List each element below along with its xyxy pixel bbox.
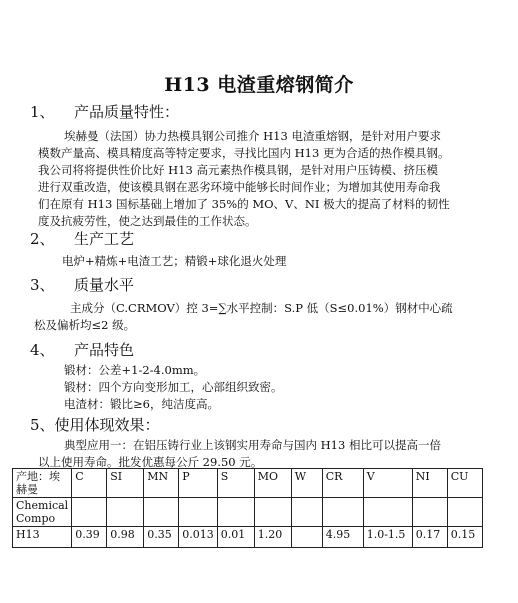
table-cell: C bbox=[72, 469, 107, 498]
section-title: 质量水平 bbox=[74, 276, 135, 294]
table-cell bbox=[322, 498, 363, 527]
section-number: 1、 bbox=[30, 103, 55, 121]
table-cell: 0.01 bbox=[217, 527, 254, 548]
table-cell bbox=[363, 498, 412, 527]
section-number: 2、 bbox=[30, 230, 55, 248]
table-cell: CU bbox=[447, 469, 482, 498]
section-title: 产品质量特性： bbox=[74, 103, 180, 121]
table-cell: MO bbox=[254, 469, 291, 498]
table-cell bbox=[144, 498, 179, 527]
table-cell: 0.35 bbox=[144, 527, 179, 548]
section-4-heading bbox=[30, 339, 134, 360]
section-5-heading bbox=[30, 414, 160, 435]
paragraph-line: 度及抗疲劳性，使之达到最佳的工作状态。 bbox=[38, 214, 257, 228]
paragraph-line: 模数产量高、模具精度高等特定要求，寻找比国内 H13 更为合适的热作模具钢。 bbox=[38, 146, 450, 160]
table-cell: S bbox=[217, 469, 254, 498]
paragraph-line: 锻材：公差+1-2-4.0mm。 bbox=[64, 363, 206, 377]
table-cell: 0.15 bbox=[447, 527, 482, 548]
paragraph-line: 电渣材：锻比≥6，纯洁度高。 bbox=[64, 397, 219, 411]
paragraph-line: 们在原有 H13 国标基础上增加了 35%的 MO、V、NI 极大的提高了材料的韧性 bbox=[38, 197, 450, 211]
table-cell bbox=[107, 498, 144, 527]
table-cell: Chemical Compo bbox=[13, 498, 72, 527]
section-number: 4、 bbox=[30, 341, 55, 359]
table-cell: 0.013 bbox=[179, 527, 218, 548]
table-cell bbox=[291, 527, 322, 548]
section-title: 产品特色 bbox=[74, 341, 135, 359]
table-cell: 0.98 bbox=[107, 527, 144, 548]
section-2-body bbox=[62, 253, 286, 270]
table-cell: 0.17 bbox=[412, 527, 447, 548]
table-cell bbox=[254, 498, 291, 527]
table-row bbox=[13, 498, 483, 527]
section-title: 生产工艺 bbox=[74, 230, 135, 248]
section-1-body bbox=[38, 128, 450, 230]
section-number: 3、 bbox=[30, 276, 55, 294]
table-cell: 0.39 bbox=[72, 527, 107, 548]
section-3-body bbox=[34, 300, 453, 334]
paragraph-line: 主成分（C.CRMOV）控 3=∑水平控制：S.P 低（S≤0.01%）钢材中心疏 bbox=[70, 301, 453, 315]
table-header-row bbox=[13, 469, 483, 498]
table-cell: 4.95 bbox=[322, 527, 363, 548]
paragraph-line: 典型应用一：在铝压铸行业上该钢实用寿命与国内 H13 相比可以提高一倍 bbox=[64, 438, 441, 452]
section-number: 5、 bbox=[30, 416, 55, 434]
paragraph-line: 埃赫曼（法国）协力热模具钢公司推介 H13 电渣重熔钢，是针对用户要求 bbox=[64, 129, 441, 143]
section-4-body bbox=[64, 362, 283, 413]
table-row bbox=[13, 527, 483, 548]
table-cell: MN bbox=[144, 469, 179, 498]
section-title: 使用体现效果： bbox=[54, 416, 160, 434]
document-title: H13 电渣重熔钢简介 bbox=[164, 74, 354, 96]
table-cell: NI bbox=[412, 469, 447, 498]
section-5-body bbox=[38, 437, 441, 471]
section-1-heading bbox=[30, 101, 179, 122]
table-cell: 产地：埃赫曼 bbox=[13, 469, 72, 498]
section-3-heading bbox=[30, 274, 134, 295]
table-cell: W bbox=[291, 469, 322, 498]
table-cell bbox=[412, 498, 447, 527]
table-cell: V bbox=[363, 469, 412, 498]
table-cell bbox=[217, 498, 254, 527]
paragraph-line: 以上使用寿命。批发优惠每公斤 29.50 元。 bbox=[38, 455, 263, 469]
table-cell bbox=[447, 498, 482, 527]
table-cell: P bbox=[179, 469, 218, 498]
paragraph-line: 松及偏析均≤2 级。 bbox=[34, 318, 136, 332]
composition-table bbox=[12, 468, 483, 548]
table-cell: CR bbox=[322, 469, 363, 498]
paragraph-line: 锻材：四个方向变形加工，心部组织致密。 bbox=[64, 380, 283, 394]
table-cell bbox=[179, 498, 218, 527]
table-cell bbox=[72, 498, 107, 527]
paragraph-line: 进行双重改造，使该模具钢在恶劣环境中能够长时间作业；为增加其使用寿命我 bbox=[38, 180, 441, 194]
table-cell: SI bbox=[107, 469, 144, 498]
paragraph-line: 我公司将将提供性价比好 H13 高元素热作模具钢，是针对用户压铸模、挤压模 bbox=[38, 163, 438, 177]
table-cell: 1.0-1.5 bbox=[363, 527, 412, 548]
table-cell: H13 bbox=[13, 527, 72, 548]
table-cell bbox=[291, 498, 322, 527]
paragraph-line: 电炉+精炼+电渣工艺；精锻+球化退火处理 bbox=[62, 254, 287, 268]
table-cell: 1.20 bbox=[254, 527, 291, 548]
section-2-heading bbox=[30, 228, 134, 249]
